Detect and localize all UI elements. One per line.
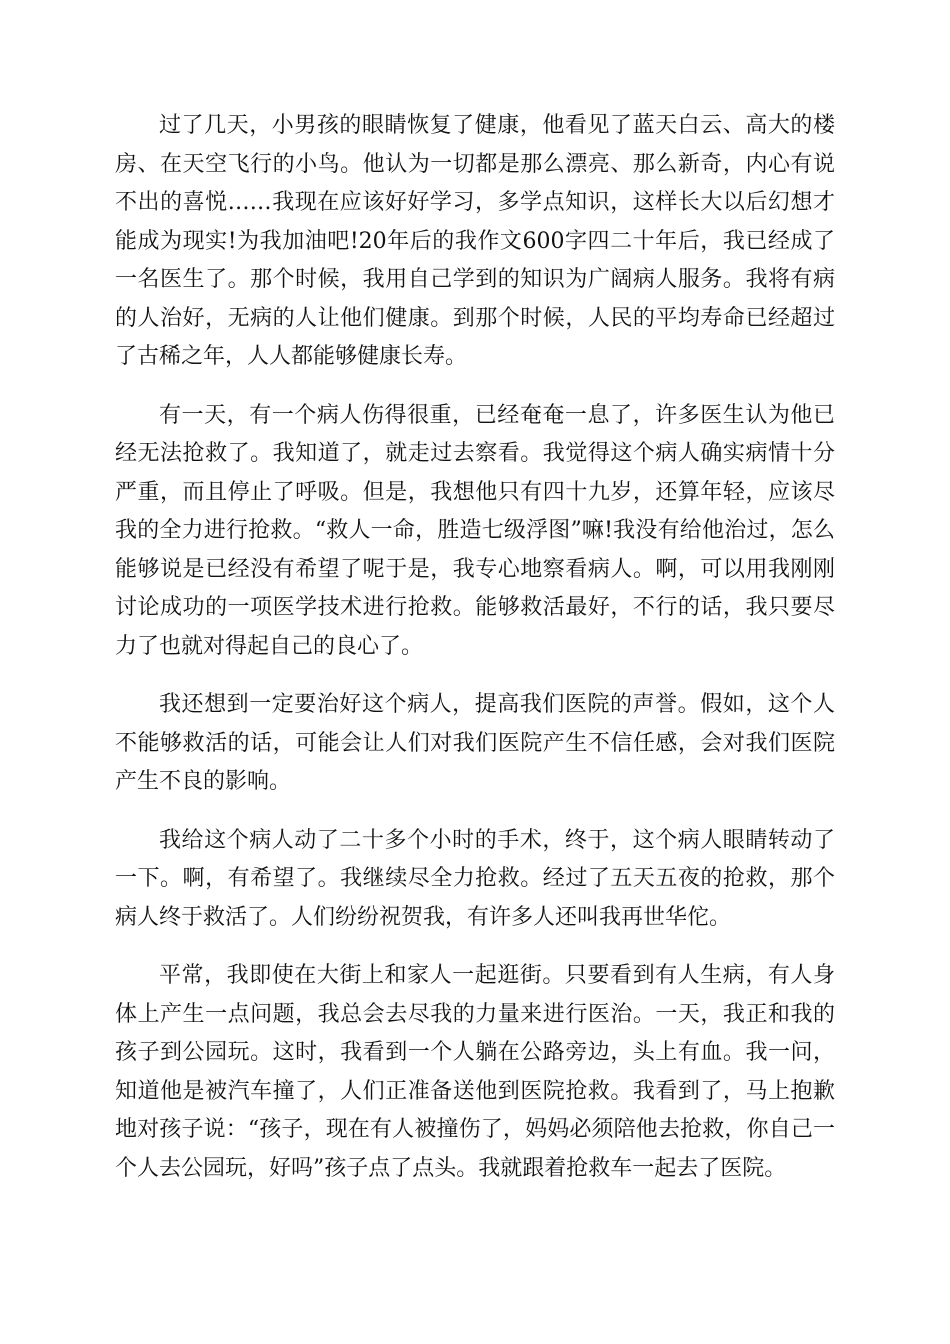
paragraph-3: 我还想到一定要治好这个病人，提高我们医院的声誉。假如，这个人不能够救活的话，可能会让人们对我们医院产生不信任感，会对我们医院产生不良的影响。	[115, 692, 835, 794]
document-page	[115, 107, 835, 1188]
paragraph-2: 有一天，有一个病人伤得很重，已经奄奄一息了，许多医生认为他已经无法抢救了。我知道了，就走过去察看。我觉得这个病人确实病情十分严重，而且停止了呼吸。但是，我想他只有四十九岁，还算年轻，应该尽我的全力进行抢救。“救人一命，胜造七级浮图”嘛!我没有给他治过，怎么能够说是已经没有希望了呢于是，我专心地察看病人。啊，可以用我刚刚讨论成功的一项医学技术进行抢救。能够救活最好，不行的话，我只要尽力了也就对得起自己的良心了。	[115, 402, 835, 659]
paragraph-1: 过了几天，小男孩的眼睛恢复了健康，他看见了蓝天白云、高大的楼房、在天空飞行的小鸟。他认为一切都是那么漂亮、那么新奇，内心有说不出的喜悦……我现在应该好好学习，多学点知识，这样长大以后幻想才能成为现实!为我加油吧!20年后的我作文600字四二十年后，我已经成了一名医生了。那个时候，我用自己学到的知识为广阔病人服务。我将有病的人治好，无病的人让他们健康。到那个时候，人民的平均寿命已经超过了古稀之年，人人都能够健康长寿。	[115, 113, 835, 369]
paragraph-5: 平常，我即使在大街上和家人一起逛街。只要看到有人生病，有人身体上产生一点问题，我总会去尽我的力量来进行医治。一天，我正和我的孩子到公园玩。这时，我看到一个人躺在公路旁边，头上有血。我一问，知道他是被汽车撞了，人们正准备送他到医院抢救。我看到了，马上抱歉地对孩子说：“孩子，现在有人被撞伤了，妈妈必须陪他去抢救，你自己一个人去公园玩，好吗”孩子点了点头。我就跟着抢救车一起去了医院。	[115, 963, 835, 1181]
paragraph-4: 我给这个病人动了二十多个小时的手术，终于，这个病人眼睛转动了一下。啊，有希望了。我继续尽全力抢救。经过了五天五夜的抢救，那个病人终于救活了。人们纷纷祝贺我，有许多人还叫我再世华佗。	[115, 827, 835, 930]
